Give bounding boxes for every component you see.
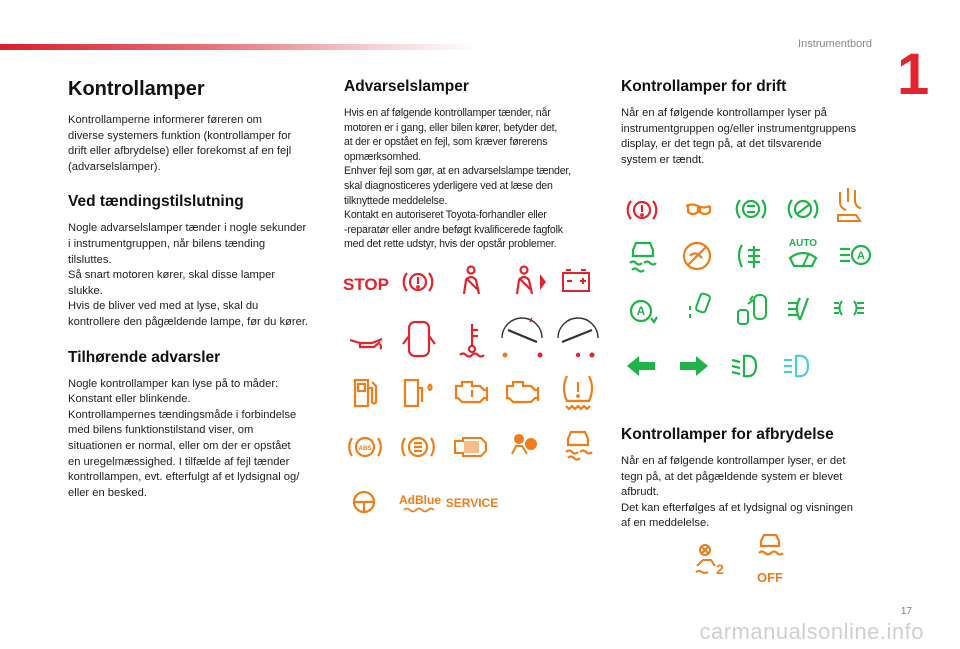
off-heading: Kontrollamper for afbrydelse <box>621 426 834 443</box>
gauge-warning-2-icon <box>558 318 598 358</box>
intro-text: Kontrollamperne informerer føreren om diverse systemers funktion (kontrollamper for drift eller afbrydelse) eller forekomst af en fejl (advarselslamper). <box>68 114 292 173</box>
fuel-level-icon <box>355 380 376 406</box>
steering-fault-icon <box>354 492 374 512</box>
door-open-icon <box>403 322 435 356</box>
remote-key-icon <box>690 293 711 318</box>
engine-fault-icon <box>456 382 487 402</box>
fog-light-icon <box>788 298 808 320</box>
svg-text:A: A <box>857 250 865 262</box>
service-icon <box>446 496 498 510</box>
no-hands-icon <box>684 243 710 269</box>
ignition-heading: Ved tændingstilslutning <box>68 193 244 211</box>
active-heading: Kontrollamper for drift <box>621 78 787 95</box>
tyre-pressure-icon <box>564 376 592 409</box>
battery-icon <box>563 270 589 291</box>
particle-filter-icon <box>455 438 486 456</box>
related-heading: Tilhørende advarsler <box>68 348 221 366</box>
auto-headlight-icon <box>840 246 870 264</box>
airbag-icon <box>512 435 536 454</box>
svg-text:SERVICE: SERVICE <box>445 496 499 510</box>
turn-left-icon <box>627 356 655 376</box>
gauge-warning-icon <box>502 318 543 358</box>
brake-pad-icon <box>402 438 434 456</box>
svg-text:AUTO: AUTO <box>788 238 818 249</box>
main-beam-icon <box>784 356 808 377</box>
traction-active-icon <box>630 243 656 272</box>
watermark: carmanualsonline.info <box>699 619 924 644</box>
svg-text:STOP: STOP <box>343 275 389 294</box>
page-number: 17 <box>900 606 912 617</box>
park-assist-icon <box>789 200 818 218</box>
off-text: Når en af følgende kontrollamper lyser, er det tegn på, at det pågældende system er blevet afbrudt. Det kan efterfølges af et lydsignal og visningen af en meddelelse. <box>621 455 853 530</box>
warning-text: Hvis en af følgende kontrollamper tænder, når motoren er i gang, eller bilen kører, betyder det, at der er opstået en fejl, som kræver førerens opmærksomhed. Enhver fejl som gør, at en advarselslampe tænder, skal diagnosticeres yderligere ved at læse den tilknyttede meddelelse. Kontakt en autoriseret Toyota-forhandler eller -reparatør eller andre beføgt kvalificerede fagfolk med det rette udstyr, hvis der opstår problemer. <box>344 107 571 251</box>
brake-warning-icon <box>404 273 433 291</box>
parking-brake-icon <box>628 201 657 219</box>
passenger-seatbelt-icon <box>517 267 546 295</box>
engine-icon <box>507 382 538 402</box>
glow-plug-icon <box>686 205 710 215</box>
svg-text:OFF: OFF <box>757 570 783 585</box>
car-proximity-icon <box>738 295 766 324</box>
seatbelt-icon <box>464 267 479 295</box>
svg-text:ABS: ABS <box>358 446 372 452</box>
abs-icon <box>349 438 381 456</box>
section-label: Instrumentbord <box>798 38 872 50</box>
stop-start-icon <box>631 301 657 322</box>
page-title: Kontrollamper <box>68 78 205 100</box>
auto-wiper-icon <box>789 238 817 266</box>
sidelights-icon <box>834 301 864 315</box>
stop-icon <box>343 275 389 294</box>
airbag-off-icon <box>696 545 724 577</box>
warning-heading: Advarselslamper <box>344 78 469 95</box>
dipped-beam-icon <box>732 356 756 377</box>
active-text: Når en af følgende kontrollamper lyser på instrumentgruppen og/eller instrumentgruppens display, er det tegn på, at det tilsvarende system er tændt. <box>621 107 857 166</box>
chapter-number: 1 <box>897 42 930 107</box>
oil-pressure-icon <box>350 339 382 349</box>
low-beam-fog-icon <box>739 245 760 268</box>
ignition-text: Nogle advarselslamper tænder i nogle sekunder i instrumentgruppen, når bilens tænding tilsluttes. Så snart motoren kører, skal disse lamper slukke. Hvis de bliver ved med at lyse, skal du kontrollere den pågældende lampe, før du kører. <box>68 222 309 328</box>
turn-right-icon <box>680 356 708 376</box>
svg-text:AdBlue: AdBlue <box>399 493 441 507</box>
svg-text:A: A <box>636 304 646 318</box>
brake-pad-active-icon <box>737 200 766 218</box>
fuel-water-icon <box>405 380 432 406</box>
adblue-icon <box>399 493 441 512</box>
foot-on-brake-icon <box>838 188 861 221</box>
coolant-temp-icon <box>460 324 484 357</box>
traction-off-icon <box>757 535 783 585</box>
svg-text:2: 2 <box>716 561 724 577</box>
related-text: Nogle kontrollamper kan lyse på to måder: Konstant eller blinkende. Kontrollampernes tændingsmåde i forbindelse med bilens funktionstilstand viser, om situationen er normal, eller om der er opstået en uregelmæssighed. I tilfælde af fejl tænder kontrollampen, evt. efterfulgt af et lydsignal og/ eller en besked. <box>68 377 300 499</box>
traction-control-icon <box>566 432 592 460</box>
